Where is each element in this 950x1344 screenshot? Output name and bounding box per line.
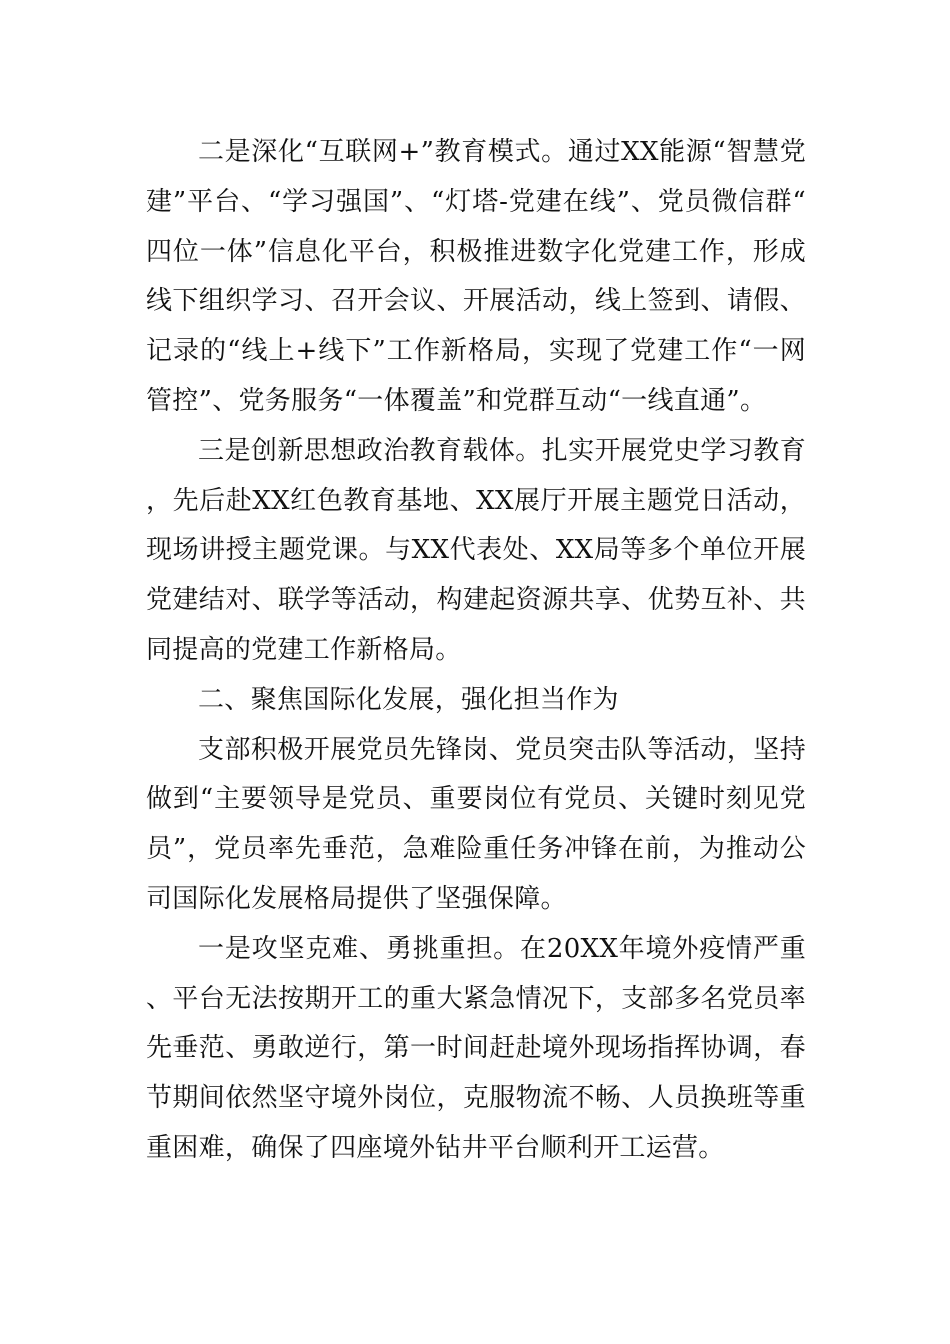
paragraph-vanguard-activities: 支部积极开展党员先锋岗、党员突击队等活动，坚持做到“主要领导是党员、重要岗位有党员、关键时刻见党员”，党员率先垂范，急难险重任务冲锋在前，为推动公司国际化发展格局提供了坚强保障。 [146, 734, 806, 914]
section-heading-internationalization: 二、聚焦国际化发展，强化担当作为 [198, 684, 619, 715]
paragraph-political-education-carrier: 三是创新思想政治教育载体。扎实开展党史学习教育，先后赴XX红色教育基地、XX展厅开展主题党日活动，现场讲授主题党课。与XX代表处、XX局等多个单位开展党建结对、联学等活动，构建起资源共享、优势互补、共同提高的党建工作新格局。 [146, 435, 806, 665]
paragraph-internet-plus-education: 二是深化“互联网+”教育模式。通过XX能源“智慧党建”平台、“学习强国”、“灯塔-党建在线”、党员微信群“四位一体”信息化平台，积极推进数字化党建工作，形成线下组织学习、召开会议、开展活动，线上签到、请假、记录的“线上+线下”工作新格局，实现了党建工作“一网管控”、党务服务“一体覆盖”和党群互动“一线直通”。 [146, 137, 806, 416]
paragraph-overcome-difficulties: 一是攻坚克难、勇挑重担。在20XX年境外疫情严重、平台无法按期开工的重大紧急情况下，支部多名党员率先垂范、勇敢逆行，第一时间赶赴境外现场指挥协调，春节期间依然坚守境外岗位，克服物流不畅、人员换班等重重困难，确保了四座境外钻井平台顺利开工运营。 [146, 933, 806, 1163]
document-body [146, 128, 806, 1174]
